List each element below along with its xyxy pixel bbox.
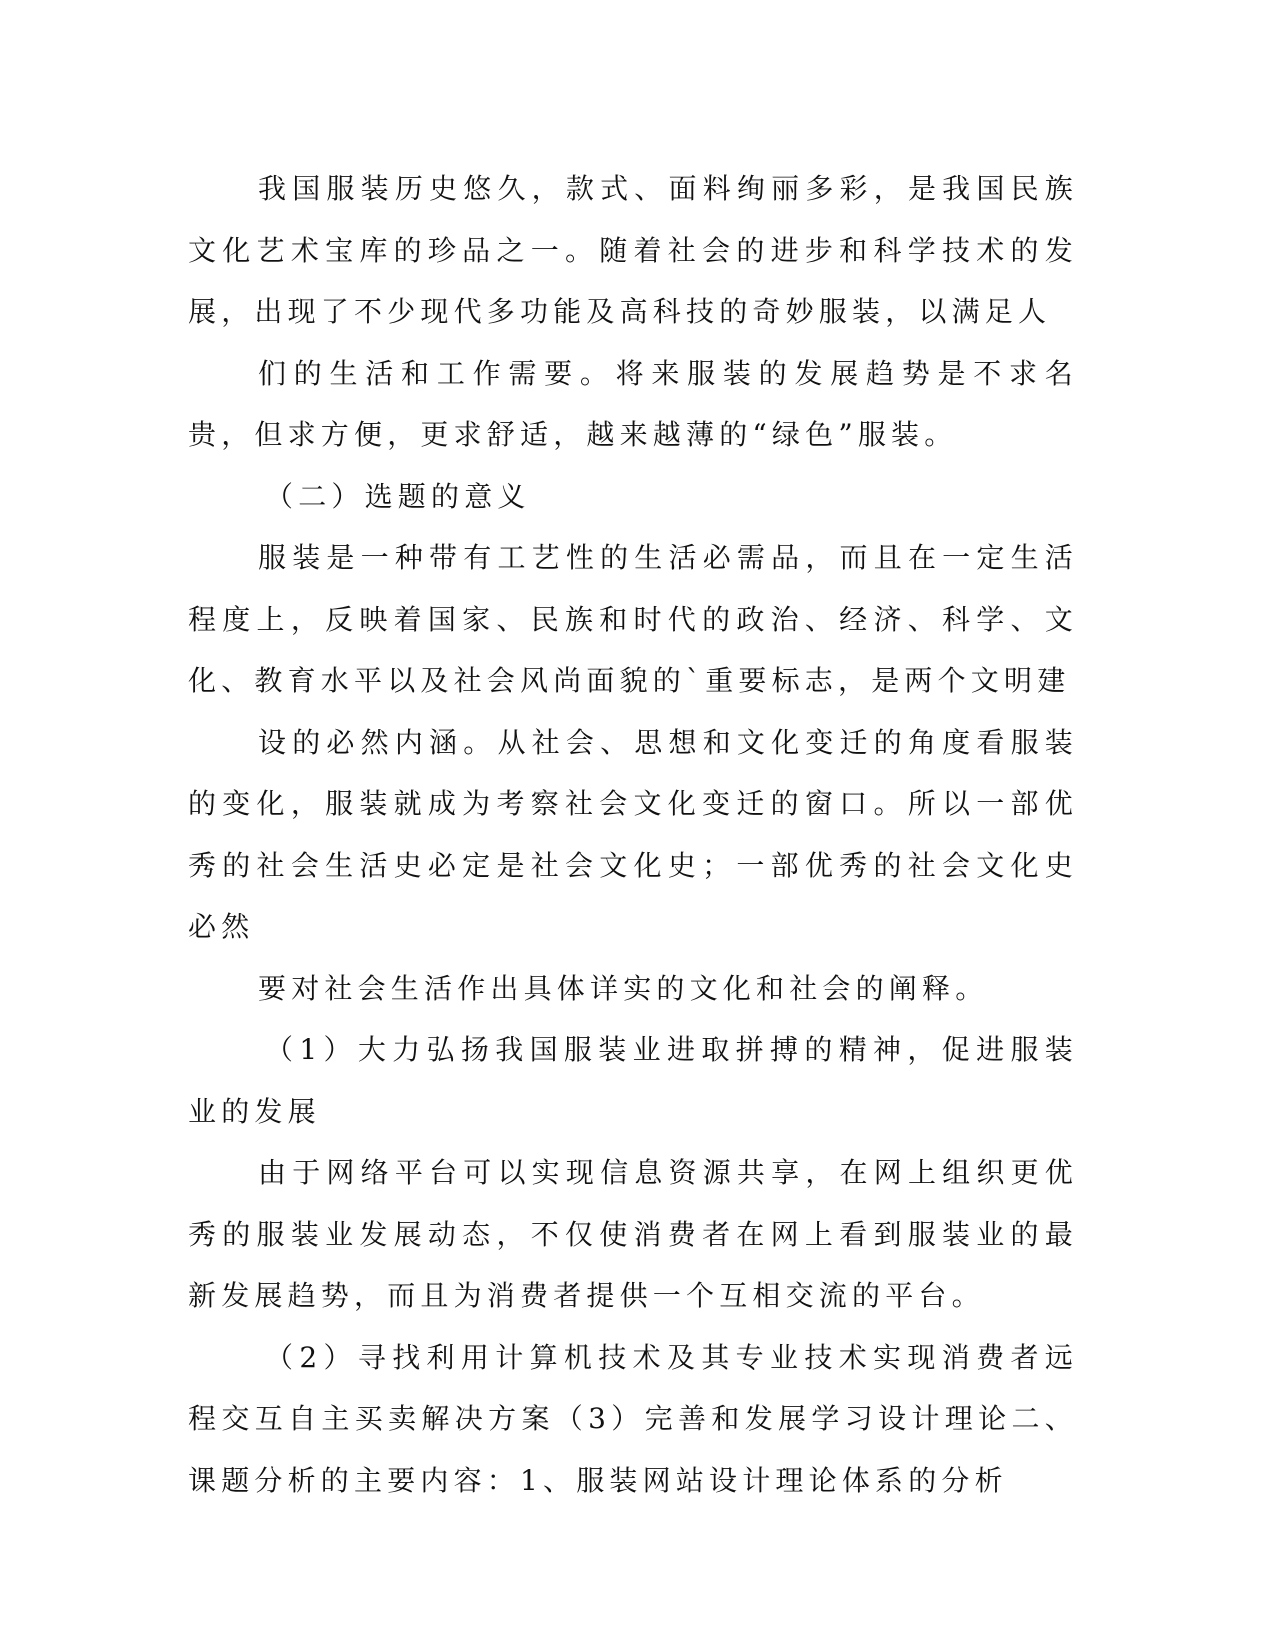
paragraph-trend: 们的生活和工作需要。将来服装的发展趋势是不求名贵，但求方便，更求舒适，越来越薄的“绿色”服装。 xyxy=(188,356,1078,451)
paragraph-cultural-change: 设的必然内涵。从社会、思想和文化变迁的角度看服装的变化，服装就成为考察社会文化变迁的窗口。所以一部优秀的社会生活史必定是社会文化史；一部优秀的社会文化史必然 xyxy=(188,725,1078,943)
paragraph-history: 我国服装历史悠久，款式、面料绚丽多彩，是我国民族文化艺术宝库的珍品之一。随着社会的进步和科学技术的发展，出现了不少现代多功能及高科技的奇妙服装，以满足人 xyxy=(188,172,1078,328)
section-heading-significance: （二）选题的意义 xyxy=(265,479,531,513)
list-item-1: （1）大力弘扬我国服装业进取拼搏的精神，促进服装业的发展 xyxy=(188,1033,1078,1128)
paragraph-network-platform: 由于网络平台可以实现信息资源共享，在网上组织更优秀的服装业发展动态，不仅使消费者在网上看到服装业的最新发展趋势，而且为消费者提供一个互相交流的平台。 xyxy=(188,1156,1078,1312)
paragraph-interpretation: 要对社会生活作出具体详实的文化和社会的阐释。 xyxy=(258,971,989,1005)
document-body xyxy=(188,158,1078,1511)
paragraph-clothing-necessity: 服装是一种带有工艺性的生活必需品，而且在一定生活程度上，反映着国家、民族和时代的政治、经济、科学、文化、教育水平以及社会风尚面貌的`重要标志，是两个文明建 xyxy=(188,541,1078,697)
list-item-2-3: （2）寻找利用计算机技术及其专业技术实现消费者远程交互自主买卖解决方案（3）完善和发展学习设计理论二、课题分析的主要内容：1、服装网站设计理论体系的分析 xyxy=(188,1340,1078,1497)
